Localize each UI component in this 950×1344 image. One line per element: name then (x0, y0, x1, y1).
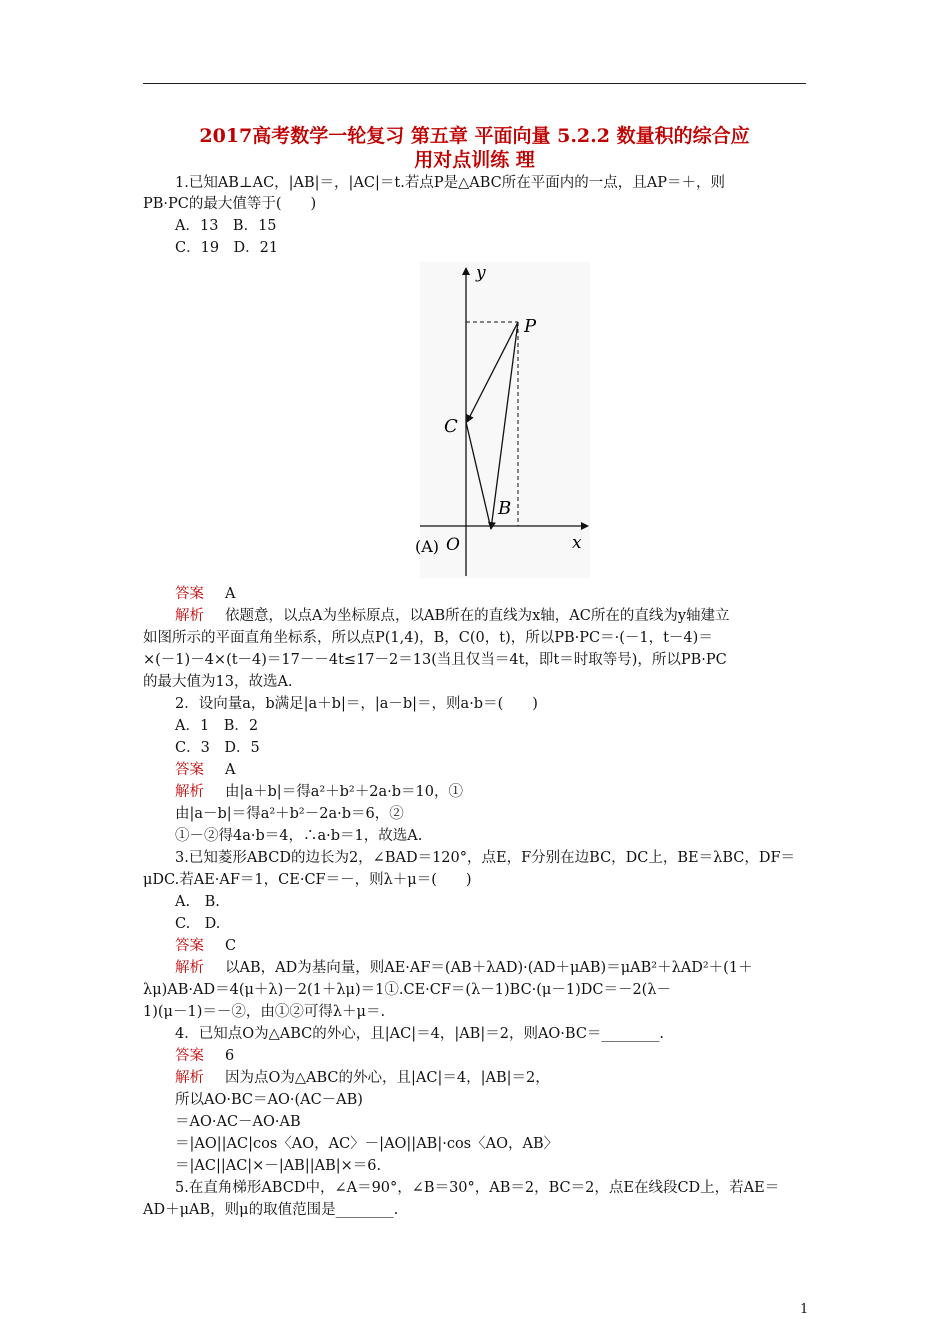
q4-analysis-line: ＝|AO||AC|cos〈AO，AC〉－|AO||AB|·cos〈AO，AB〉 (175, 1136, 559, 1152)
analysis-label: 解析 (175, 608, 204, 624)
point-c-label: C (444, 416, 458, 437)
y-axis-label: y (476, 263, 486, 283)
q4-analysis-line: ＝|AC||AC|×－|AB||AB|×＝6. (175, 1158, 382, 1174)
q2-analysis-line: 由|a－b|＝得a²＋b²－2a·b＝6，② (175, 806, 404, 822)
analysis-label: 解析 (175, 784, 204, 800)
q3-options-cd: C. D. (175, 916, 221, 932)
q4-analysis-line: ＝AO·AC－AO·AB (175, 1114, 301, 1130)
q2-options-ab: A．1 B．2 (175, 718, 259, 734)
answer-label: 答案 (175, 762, 204, 778)
q1-options-cd: C．19 D．21 (175, 240, 279, 256)
q3-stem: 3.已知菱形ABCD的边长为2，∠BAD＝120°，点E，F分别在边BC，DC上，BE＝λBC，DF＝ (175, 850, 796, 866)
q5-stem: 5.在直角梯形ABCD中，∠A＝90°，∠B＝30°，AB＝2，BC＝2，点E在线段CD上，若AE＝ (175, 1180, 780, 1196)
answer-value: A (225, 586, 236, 602)
point-b-label: B (498, 498, 512, 519)
q3-analysis-row (175, 958, 753, 978)
q4-analysis-row (175, 1068, 550, 1088)
origin-label: O (446, 535, 460, 555)
q2-options-cd: C．3 D．5 (175, 740, 260, 756)
analysis-text: 依题意，以点A为坐标原点，以AB所在的直线为x轴，AC所在的直线为y轴建立 (225, 608, 730, 624)
q1-stem-cont: PB·PC的最大值等于( ) (143, 196, 317, 212)
q1-analysis-row (175, 606, 730, 626)
q2-stem: 2．设向量a，b满足|a＋b|＝，|a－b|＝，则a·b＝( ) (175, 696, 538, 712)
q3-options-ab: A. B. (175, 894, 220, 910)
segment-cb (466, 422, 491, 529)
analysis-text: 以AB，AD为基向量，则AE·AF＝(AB＋λAD)·(AD＋μAB)＝μAB²＋λAD²＋(1＋ (225, 960, 753, 976)
answer-label: 答案 (175, 938, 204, 954)
q1-answer-row (175, 584, 235, 604)
q2-analysis-line: ①－②得4a·b＝4，∴a·b＝1，故选A. (175, 828, 423, 844)
q3-stem-cont: μDC.若AE·AF＝1，CE·CF＝－，则λ＋μ＝( ) (143, 872, 472, 888)
q1-analysis-line: 的最大值为13，故选A. (143, 674, 293, 690)
q1-analysis-line: 如图所示的平面直角坐标系，所以点P(1,4)，B，C(0，t)，所以PB·PC＝·(－1，t－4)＝ (143, 630, 713, 646)
analysis-text: 由|a＋b|＝得a²＋b²＋2a·b＝10，① (225, 784, 463, 800)
q4-stem: 4．已知点O为△ABC的外心，且|AC|＝4，|AB|＝2，则AO·BC＝________. (175, 1026, 665, 1042)
q4-analysis-line: 所以AO·BC＝AO·(AC－AB) (175, 1092, 363, 1108)
vector-pc (467, 322, 518, 422)
q1-stem: 1.已知AB⊥AC，|AB|＝，|AC|＝t.若点P是△ABC所在平面内的一点，且AP＝＋，则 (175, 175, 725, 191)
answer-label: 答案 (175, 1048, 204, 1064)
q2-analysis-row (175, 782, 463, 802)
answer-label: 答案 (175, 586, 204, 602)
answer-value: A (225, 762, 236, 778)
q3-analysis-line: λμ)AB·AD＝4(μ＋λ)－2(1＋λμ)＝1①.CE·CF＝(λ－1)BC·(μ－1)DC＝－2(λ－ (143, 982, 672, 998)
point-p-label: P (524, 316, 537, 337)
figure-a-label: (A) (415, 537, 440, 556)
q2-answer-row (175, 760, 235, 780)
q4-answer-row (175, 1046, 234, 1066)
vector-figure (415, 262, 590, 578)
coordinate-diagram (415, 262, 590, 578)
x-axis-label: x (572, 533, 582, 553)
analysis-label: 解析 (175, 1070, 204, 1086)
q5-stem-cont: AD＋μAB，则μ的取值范围是________. (143, 1202, 399, 1218)
q1-analysis-line: ×(－1)－4×(t－4)＝17－－4t≤17－2＝13(当且仅当＝4t，即t＝时取等号)，所以PB·PC (143, 652, 727, 668)
analysis-label: 解析 (175, 960, 204, 976)
q3-analysis-line: 1)(μ－1)＝－②，由①②可得λ＋μ＝. (143, 1004, 386, 1020)
header-rule (143, 83, 806, 84)
answer-value: C (225, 938, 237, 954)
q3-answer-row (175, 936, 236, 956)
analysis-text: 因为点O为△ABC的外心，且|AC|＝4，|AB|＝2， (225, 1070, 550, 1086)
page-title-cont: 用对点训练 理 (414, 149, 535, 171)
answer-value: 6 (225, 1048, 235, 1064)
page-title: 2017高考数学一轮复习 第五章 平面向量 5.2.2 数量积的综合应 (199, 125, 750, 147)
page-number: 1 (800, 1302, 809, 1317)
q1-options-ab: A．13 B．15 (175, 218, 277, 234)
